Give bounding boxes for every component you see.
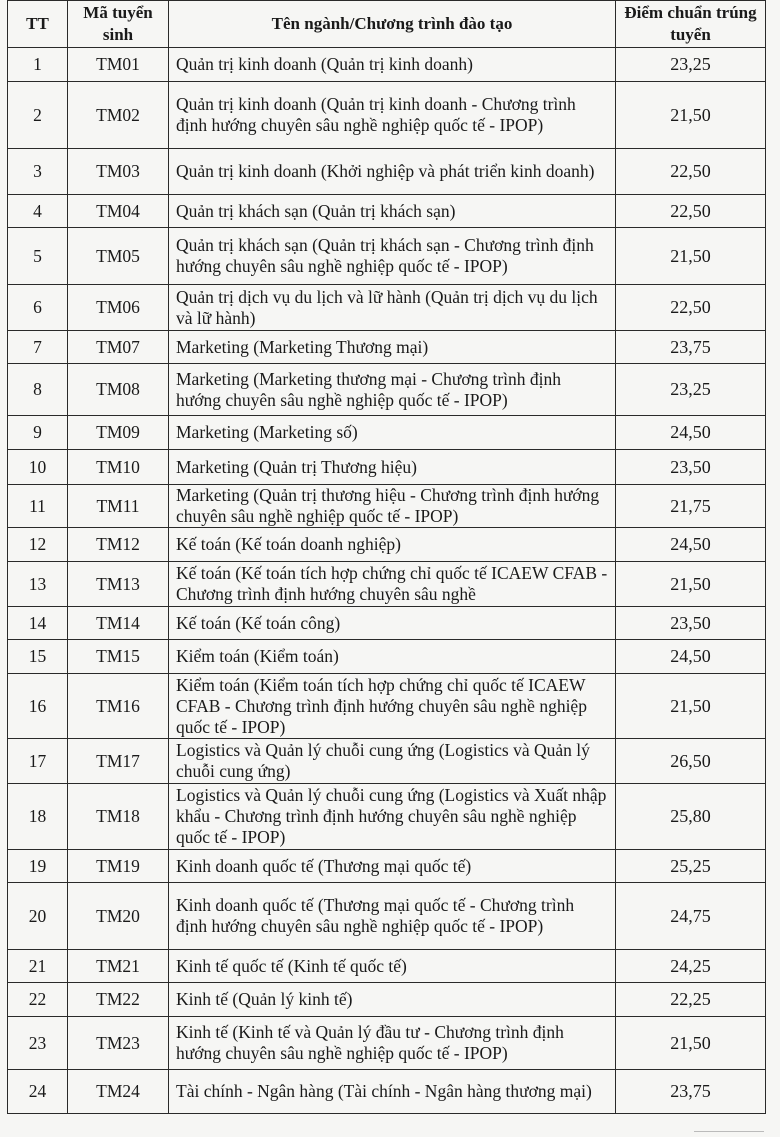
table-row bbox=[8, 983, 766, 1017]
page-edge-mark bbox=[694, 1131, 764, 1136]
row-number: 2 bbox=[8, 82, 68, 149]
table-row bbox=[8, 607, 766, 640]
row-number: 17 bbox=[8, 739, 68, 784]
program-name: Logistics và Quản lý chuỗi cung ứng (Logistics và Xuất nhập khẩu - Chương trình định hướng chuyên sâu nghề nghiệp quốc tế - IPOP) bbox=[169, 784, 616, 850]
table-row bbox=[8, 950, 766, 983]
row-number: 10 bbox=[8, 450, 68, 485]
admission-score-table bbox=[7, 0, 766, 1114]
admission-score: 25,80 bbox=[616, 784, 766, 850]
row-number: 5 bbox=[8, 228, 68, 285]
program-code: TM24 bbox=[68, 1070, 169, 1114]
header-tt: TT bbox=[8, 1, 68, 48]
row-number: 16 bbox=[8, 674, 68, 739]
admission-score: 23,50 bbox=[616, 607, 766, 640]
admission-score: 26,50 bbox=[616, 739, 766, 784]
admission-score: 25,25 bbox=[616, 850, 766, 883]
program-name: Kinh tế (Kinh tế và Quản lý đầu tư - Chương trình định hướng chuyên sâu nghề nghiệp quốc tế - IPOP) bbox=[169, 1017, 616, 1070]
admission-score: 23,75 bbox=[616, 331, 766, 364]
program-name: Kinh doanh quốc tế (Thương mại quốc tế) bbox=[169, 850, 616, 883]
row-number: 20 bbox=[8, 883, 68, 950]
row-number: 4 bbox=[8, 195, 68, 228]
admission-score: 21,75 bbox=[616, 485, 766, 528]
program-name: Kế toán (Kế toán doanh nghiệp) bbox=[169, 528, 616, 562]
program-name: Marketing (Marketing số) bbox=[169, 416, 616, 450]
program-name: Marketing (Quản trị Thương hiệu) bbox=[169, 450, 616, 485]
admission-score: 22,50 bbox=[616, 149, 766, 195]
table-row bbox=[8, 640, 766, 674]
program-code: TM19 bbox=[68, 850, 169, 883]
program-code: TM21 bbox=[68, 950, 169, 983]
table-row bbox=[8, 528, 766, 562]
program-code: TM20 bbox=[68, 883, 169, 950]
program-code: TM14 bbox=[68, 607, 169, 640]
program-name: Marketing (Marketing Thương mại) bbox=[169, 331, 616, 364]
admission-score: 23,25 bbox=[616, 48, 766, 82]
row-number: 6 bbox=[8, 285, 68, 331]
program-code: TM22 bbox=[68, 983, 169, 1017]
table-row bbox=[8, 195, 766, 228]
header-score: Điểm chuẩn trúng tuyển bbox=[616, 1, 766, 48]
program-name: Marketing (Quản trị thương hiệu - Chương trình định hướng chuyên sâu nghề nghiệp quốc tế - IPOP) bbox=[169, 485, 616, 528]
program-name: Kế toán (Kế toán công) bbox=[169, 607, 616, 640]
row-number: 3 bbox=[8, 149, 68, 195]
program-name: Kinh tế (Quản lý kinh tế) bbox=[169, 983, 616, 1017]
program-code: TM05 bbox=[68, 228, 169, 285]
table-row bbox=[8, 450, 766, 485]
table-row bbox=[8, 331, 766, 364]
program-code: TM16 bbox=[68, 674, 169, 739]
table-row bbox=[8, 850, 766, 883]
table-row bbox=[8, 485, 766, 528]
admission-score: 23,75 bbox=[616, 1070, 766, 1114]
table-row bbox=[8, 784, 766, 850]
header-row bbox=[8, 1, 766, 48]
program-code: TM10 bbox=[68, 450, 169, 485]
admission-score: 23,50 bbox=[616, 450, 766, 485]
admission-score: 22,25 bbox=[616, 983, 766, 1017]
row-number: 11 bbox=[8, 485, 68, 528]
admission-score: 21,50 bbox=[616, 228, 766, 285]
row-number: 9 bbox=[8, 416, 68, 450]
program-name: Kế toán (Kế toán tích hợp chứng chỉ quốc tế ICAEW CFAB - Chương trình định hướng chuyên sâu nghề bbox=[169, 562, 616, 607]
admission-score: 21,50 bbox=[616, 1017, 766, 1070]
admission-score: 24,25 bbox=[616, 950, 766, 983]
program-code: TM03 bbox=[68, 149, 169, 195]
program-name: Quản trị kinh doanh (Quản trị kinh doanh - Chương trình định hướng chuyên sâu nghề nghiệp quốc tế - IPOP) bbox=[169, 82, 616, 149]
table-row bbox=[8, 883, 766, 950]
program-code: TM04 bbox=[68, 195, 169, 228]
row-number: 21 bbox=[8, 950, 68, 983]
program-code: TM11 bbox=[68, 485, 169, 528]
table-row bbox=[8, 149, 766, 195]
program-name: Tài chính - Ngân hàng (Tài chính - Ngân hàng thương mại) bbox=[169, 1070, 616, 1114]
header-program-name: Tên ngành/Chương trình đào tạo bbox=[169, 1, 616, 48]
row-number: 15 bbox=[8, 640, 68, 674]
table-row bbox=[8, 562, 766, 607]
row-number: 12 bbox=[8, 528, 68, 562]
program-code: TM12 bbox=[68, 528, 169, 562]
program-name: Quản trị dịch vụ du lịch và lữ hành (Quản trị dịch vụ du lịch và lữ hành) bbox=[169, 285, 616, 331]
admission-score: 23,25 bbox=[616, 364, 766, 416]
table-row bbox=[8, 416, 766, 450]
row-number: 23 bbox=[8, 1017, 68, 1070]
row-number: 8 bbox=[8, 364, 68, 416]
program-name: Logistics và Quản lý chuỗi cung ứng (Logistics và Quản lý chuỗi cung ứng) bbox=[169, 739, 616, 784]
row-number: 24 bbox=[8, 1070, 68, 1114]
program-code: TM07 bbox=[68, 331, 169, 364]
admission-score: 24,50 bbox=[616, 528, 766, 562]
admission-score: 21,50 bbox=[616, 82, 766, 149]
program-name: Quản trị khách sạn (Quản trị khách sạn - Chương trình định hướng chuyên sâu nghề nghiệp quốc tế - IPOP) bbox=[169, 228, 616, 285]
program-code: TM06 bbox=[68, 285, 169, 331]
program-code: TM01 bbox=[68, 48, 169, 82]
table-row bbox=[8, 228, 766, 285]
table-row bbox=[8, 1017, 766, 1070]
row-number: 1 bbox=[8, 48, 68, 82]
row-number: 13 bbox=[8, 562, 68, 607]
program-code: TM08 bbox=[68, 364, 169, 416]
program-name: Quản trị kinh doanh (Quản trị kinh doanh) bbox=[169, 48, 616, 82]
admission-score: 24,50 bbox=[616, 640, 766, 674]
table-row bbox=[8, 674, 766, 739]
program-name: Kiểm toán (Kiểm toán tích hợp chứng chỉ quốc tế ICAEW CFAB - Chương trình định hướng chuyên sâu nghề nghiệp quốc tế - IPOP) bbox=[169, 674, 616, 739]
table-row bbox=[8, 739, 766, 784]
admission-score: 22,50 bbox=[616, 285, 766, 331]
admission-score: 24,50 bbox=[616, 416, 766, 450]
program-code: TM13 bbox=[68, 562, 169, 607]
program-code: TM09 bbox=[68, 416, 169, 450]
admission-score: 21,50 bbox=[616, 674, 766, 739]
row-number: 7 bbox=[8, 331, 68, 364]
admission-score: 24,75 bbox=[616, 883, 766, 950]
row-number: 22 bbox=[8, 983, 68, 1017]
program-name: Kinh doanh quốc tế (Thương mại quốc tế - Chương trình định hướng chuyên sâu nghề nghiệp quốc tế - IPOP) bbox=[169, 883, 616, 950]
row-number: 14 bbox=[8, 607, 68, 640]
table-row bbox=[8, 285, 766, 331]
program-code: TM18 bbox=[68, 784, 169, 850]
header-code: Mã tuyển sinh bbox=[68, 1, 169, 48]
program-name: Kiểm toán (Kiểm toán) bbox=[169, 640, 616, 674]
program-code: TM15 bbox=[68, 640, 169, 674]
admission-score: 22,50 bbox=[616, 195, 766, 228]
table-row bbox=[8, 364, 766, 416]
table-row bbox=[8, 1070, 766, 1114]
row-number: 19 bbox=[8, 850, 68, 883]
program-code: TM17 bbox=[68, 739, 169, 784]
admission-score: 21,50 bbox=[616, 562, 766, 607]
program-name: Quản trị kinh doanh (Khởi nghiệp và phát triển kinh doanh) bbox=[169, 149, 616, 195]
row-number: 18 bbox=[8, 784, 68, 850]
program-code: TM23 bbox=[68, 1017, 169, 1070]
table-row bbox=[8, 48, 766, 82]
program-name: Quản trị khách sạn (Quản trị khách sạn) bbox=[169, 195, 616, 228]
program-name: Kinh tế quốc tế (Kinh tế quốc tế) bbox=[169, 950, 616, 983]
table-row bbox=[8, 82, 766, 149]
program-code: TM02 bbox=[68, 82, 169, 149]
program-name: Marketing (Marketing thương mại - Chương trình định hướng chuyên sâu nghề nghiệp quốc tế - IPOP) bbox=[169, 364, 616, 416]
